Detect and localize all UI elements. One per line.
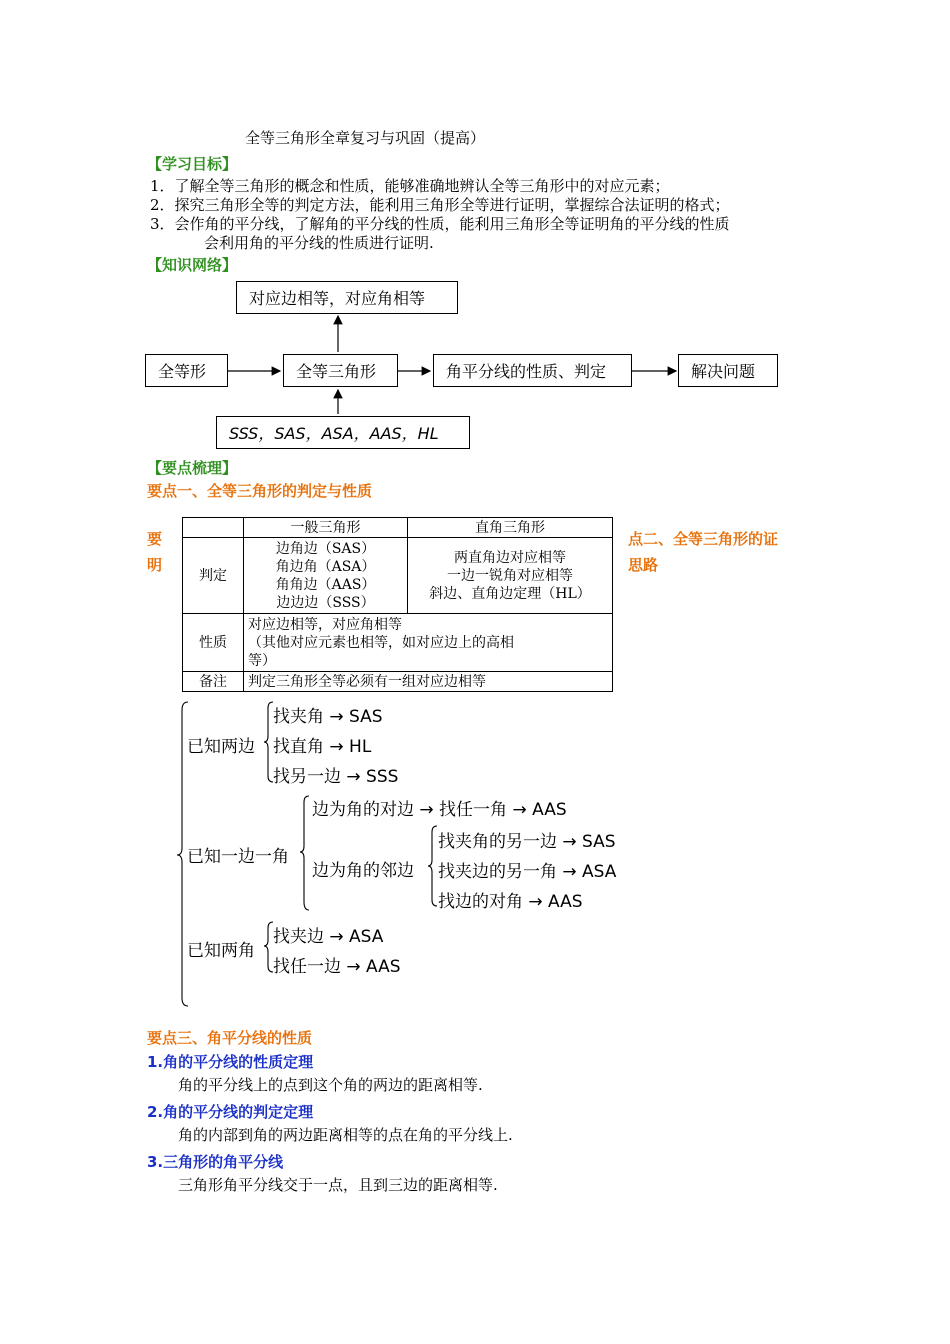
tree-item: 找任一边 → AAS	[273, 957, 401, 977]
tree-group-two-angles: 已知两角	[187, 941, 255, 961]
cell-line: 一边一锐角对应相等	[447, 567, 573, 584]
row-note-text: 判定三角形全等必须有一组对应边相等	[244, 672, 613, 692]
tree-group-two-sides: 已知两边	[187, 737, 255, 757]
box-properties: 对应边相等，对应角相等	[236, 281, 458, 314]
point1-title: 要点一、全等三角形的判定与性质	[147, 482, 373, 500]
cell-line: 边角边（SAS）	[275, 540, 376, 557]
tree-item: 找夹角的另一边 → SAS	[438, 832, 616, 852]
goal-3: 3．会作角的平分线，了解角的平分线的性质，能利用三角形全等证明角的平分线的性质	[150, 215, 730, 233]
tree-item: 边为角的对边 → 找任一角 → AAS	[312, 800, 567, 820]
point3-s2-text: 角的内部到角的两边距离相等的点在角的平分线上.	[178, 1126, 513, 1144]
cell-line: 等）	[248, 652, 276, 669]
row-judge-label: 判定	[183, 538, 244, 614]
cell-line: 对应边相等，对应角相等	[248, 616, 402, 633]
tree-item: 找夹边 → ASA	[273, 927, 384, 947]
goals-header: 【学习目标】	[147, 155, 238, 173]
cell-line: 角角边（AAS）	[275, 576, 376, 593]
box-solve-problems: 解决问题	[678, 354, 778, 387]
page-title: 全等三角形全章复习与巩固（提高）	[245, 129, 486, 147]
row-note-label: 备注	[183, 672, 244, 692]
box-congruent-triangle: 全等三角形	[283, 354, 398, 387]
point3-s3-title: 3.三角形的角平分线	[147, 1153, 284, 1171]
box-angle-bisector: 角平分线的性质、判定	[433, 354, 632, 387]
cell-line: 两直角边对应相等	[454, 549, 566, 566]
cell-line: 边边边（SSS）	[276, 594, 375, 611]
network-header: 【知识网络】	[147, 256, 238, 274]
goal-2: 2．探究三角形全等的判定方法，能利用三角形全等进行证明，掌握综合法证明的格式；	[150, 196, 730, 214]
points-header: 【要点梳理】	[147, 459, 238, 477]
point3-title: 要点三、角平分线的性质	[147, 1029, 313, 1047]
point3-s1-text: 角的平分线上的点到这个角的两边的距离相等.	[178, 1076, 483, 1094]
cell-line: （其他对应元素也相等，如对应边上的高相	[248, 634, 514, 651]
box-criteria: SSS，SAS，ASA，AAS，HL	[216, 416, 470, 449]
goal-3-cont: 会利用角的平分线的性质进行证明.	[204, 234, 434, 252]
tree-item: 找直角 → HL	[273, 737, 372, 757]
header-general: 一般三角形	[244, 518, 408, 538]
side-right-1: 点二、全等三角形的证	[628, 530, 779, 548]
point3-s2-title: 2.角的平分线的判定定理	[147, 1103, 314, 1121]
tree-item: 找夹边的另一角 → ASA	[438, 862, 617, 882]
tree-group-side-angle: 已知一边一角	[187, 847, 289, 867]
side-left-2: 明	[147, 556, 163, 574]
header-right: 直角三角形	[408, 518, 613, 538]
box-congruent-shape: 全等形	[145, 354, 228, 387]
tree-item: 找边的对角 → AAS	[438, 892, 583, 912]
point3-s3-text: 三角形角平分线交于一点，且到三边的距离相等.	[178, 1176, 498, 1194]
side-left-1: 要	[147, 530, 163, 548]
side-right-2: 思路	[628, 556, 659, 574]
cell-line: 斜边、直角边定理（HL）	[429, 585, 591, 602]
goal-1: 1．了解全等三角形的概念和性质，能够准确地辨认全等三角形中的对应元素；	[150, 177, 670, 195]
tree-item: 找夹角 → SAS	[273, 707, 383, 727]
row-property-label: 性质	[183, 614, 244, 672]
cell-line: 角边角（ASA）	[275, 558, 376, 575]
point3-s1-title: 1.角的平分线的性质定理	[147, 1053, 314, 1071]
tree-subgroup-adjacent: 边为角的邻边	[312, 861, 414, 881]
tree-item: 找另一边 → SSS	[273, 767, 399, 787]
